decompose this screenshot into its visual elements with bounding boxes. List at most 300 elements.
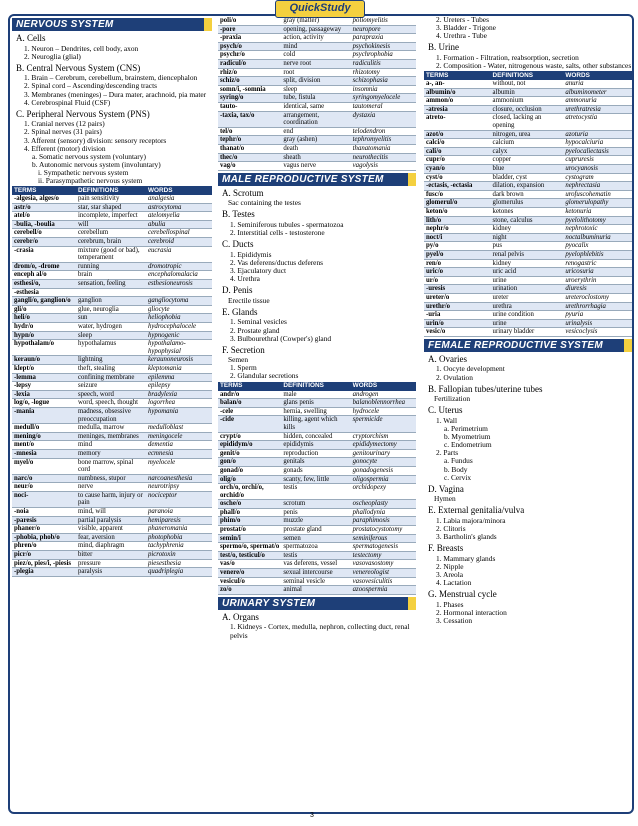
section-title: D. Vagina	[428, 483, 464, 494]
term-cell: thec/o	[218, 153, 281, 162]
definition-cell: uric acid	[491, 268, 564, 277]
definition-cell: lightning	[76, 356, 146, 365]
definition-cell: sensation, feeling	[76, 280, 146, 289]
term-cell: phim/o	[218, 517, 281, 526]
term-cell: test/o, testicul/o	[218, 551, 281, 560]
definition-cell: sheath	[281, 153, 350, 162]
word-cell: photophobia	[146, 533, 212, 542]
definitions-header: DEFINITIONS	[281, 382, 350, 391]
section-note: Semen	[228, 355, 249, 365]
term-row	[12, 305, 212, 314]
definition-cell: sexual intercourse	[281, 569, 350, 578]
term-row	[12, 314, 212, 323]
page-number: 3	[310, 812, 314, 819]
term-cell: genit/o	[218, 449, 281, 458]
list-item: 1. Epididymis	[230, 249, 272, 259]
list-item: 2. Hormonal interaction	[436, 607, 507, 617]
definition-cell: sleep	[76, 331, 146, 340]
term-row	[218, 577, 416, 586]
term-cell: -algesia, alges/o	[12, 195, 76, 203]
word-cell: urocyanosis	[563, 165, 632, 174]
definition-cell: urethra	[491, 302, 564, 311]
word-cell: atretocystia	[563, 114, 632, 130]
definition-cell: albumin	[491, 88, 564, 97]
definitions-header: DEFINITIONS	[76, 186, 146, 195]
list-item: ii. Parasympathetic nervous system	[38, 176, 143, 185]
term-cell: ureter/o	[424, 293, 491, 302]
secretion-list	[218, 364, 416, 380]
term-cell: prostat/o	[218, 526, 281, 535]
term-cell: noct/i	[424, 233, 491, 242]
definition-cell: muzzle	[281, 517, 350, 526]
word-cell: radiculitis	[351, 59, 416, 68]
term-row	[218, 407, 416, 416]
term-row	[12, 525, 212, 534]
definition-cell: seizure	[76, 382, 146, 391]
list-item: 3. Afferent (sensory) division: sensory receptors	[24, 135, 167, 145]
term-row	[218, 34, 416, 43]
term-row	[424, 268, 632, 277]
definition-cell: meninges, membranes	[76, 432, 146, 441]
term-row	[12, 364, 212, 373]
term-cell: poli/o	[218, 17, 281, 25]
term-row	[218, 569, 416, 578]
definition-cell: gonads	[281, 466, 350, 475]
term-row	[218, 534, 416, 543]
column-right	[424, 16, 632, 625]
term-row	[218, 68, 416, 77]
definition-cell: memory	[76, 449, 146, 458]
word-cell: narcoanesthesia	[146, 474, 212, 483]
definition-cell: sun	[76, 314, 146, 323]
term-row	[424, 302, 632, 311]
list-item: b. Autonomic nervous system (involuntary)	[32, 159, 161, 169]
term-cell: gonad/o	[218, 466, 281, 475]
term-row	[424, 250, 632, 259]
word-cell: epilepsy	[146, 382, 212, 391]
term-cell: -mnesia	[12, 449, 76, 458]
term-row	[218, 17, 416, 25]
word-cell: tautomeral	[351, 102, 416, 111]
term-cell: -phobia, phob/o	[12, 533, 76, 542]
term-cell: azot/o	[424, 130, 491, 139]
word-cell: anuria	[563, 80, 632, 88]
term-row	[12, 551, 212, 560]
list-item: 4. Urethra - Tube	[436, 31, 487, 41]
word-cell: heliophobia	[146, 314, 212, 323]
word-cell: atelomyelia	[146, 212, 212, 221]
list-item: 1. Phases	[436, 599, 464, 609]
term-cell: keraun/o	[12, 356, 76, 365]
list-item: 2. Spinal nerves (31 pairs)	[24, 127, 102, 137]
term-cell: cyan/o	[424, 165, 491, 174]
term-cell: tel/o	[218, 127, 281, 136]
definition-cell: tube, fistula	[281, 94, 350, 103]
male-reproductive-header: MALE REPRODUCTIVE SYSTEM	[218, 173, 416, 186]
definition-cell: pain sensitivity	[76, 195, 146, 203]
word-cell: pyocalix	[563, 242, 632, 251]
term-row	[12, 280, 212, 289]
term-row	[12, 229, 212, 238]
term-cell: cerebell/o	[12, 229, 76, 238]
term-cell: urethr/o	[424, 302, 491, 311]
word-cell: testectomy	[351, 551, 416, 560]
term-cell: psychr/o	[218, 51, 281, 60]
term-row	[218, 144, 416, 153]
section-title: G. Menstrual cycle	[428, 589, 497, 600]
term-row	[218, 449, 416, 458]
term-row	[218, 136, 416, 145]
word-cell: hypocalciuria	[563, 139, 632, 148]
word-cell: cupruresis	[563, 156, 632, 165]
section-note: Sac containing the testes	[228, 198, 301, 208]
definition-cell: split, division	[281, 77, 350, 86]
word-cell: gangliocytoma	[146, 297, 212, 306]
nervous-terms-table	[12, 186, 212, 577]
word-cell: balanoblennorrhea	[351, 399, 416, 408]
term-row	[424, 173, 632, 182]
term-cell: -noia	[12, 508, 76, 517]
word-cell: venereologist	[351, 569, 416, 578]
word-cell: gonadogenesis	[351, 466, 416, 475]
male-terms-table	[218, 382, 416, 595]
definition-cell: gray (ashen)	[281, 136, 350, 145]
section-title: B. Testes	[222, 209, 255, 220]
term-row	[12, 220, 212, 229]
word-cell: meningocele	[146, 432, 212, 441]
definition-cell: closure, occlusion	[491, 105, 564, 114]
term-row	[218, 399, 416, 408]
definition-cell: bladder, cyst	[491, 173, 564, 182]
definition-cell: mind	[76, 441, 146, 450]
list-item: 4. Urethra	[230, 274, 260, 284]
definition-cell: cerebrum, brain	[76, 238, 146, 247]
word-cell: hemiparesis	[146, 516, 212, 525]
list-item: 4. Cerebrospinal Fluid (CSF)	[24, 97, 111, 107]
word-cell: dromotropic	[146, 262, 212, 271]
organs-list-cont	[424, 16, 632, 40]
term-row	[12, 356, 212, 365]
section-title: B. Urine	[428, 42, 459, 53]
ducts-list	[218, 251, 416, 283]
definition-cell: gray (matter)	[281, 17, 350, 25]
term-cell: orch/o, orchi/o, orchid/o	[218, 484, 281, 500]
term-cell: thanat/o	[218, 144, 281, 153]
word-cell: urofuscohematin	[563, 190, 632, 199]
term-cell: enceph al/o	[12, 271, 76, 280]
word-cell: azoospermia	[351, 586, 416, 595]
definition-cell: calyx	[491, 147, 564, 156]
word-cell: cryptorchism	[351, 432, 416, 441]
word-cell: dystaxia	[351, 111, 416, 127]
definition-cell: stone, calculus	[491, 216, 564, 225]
term-row	[218, 77, 416, 86]
word-cell: myelocele	[146, 458, 212, 474]
list-item: a. Fundus	[444, 456, 473, 466]
genitalia-list	[424, 517, 632, 541]
definition-cell: medulla, marrow	[76, 424, 146, 433]
word-cell: esthesioneurosis	[146, 280, 212, 289]
term-row	[12, 516, 212, 525]
term-cell: -praxia	[218, 34, 281, 43]
term-row	[218, 432, 416, 441]
term-row	[12, 483, 212, 492]
term-row	[12, 262, 212, 271]
term-row	[218, 162, 416, 171]
term-cell: -uria	[424, 311, 491, 320]
term-row	[218, 51, 416, 60]
definition-cell: testis	[281, 484, 350, 500]
term-cell: venere/o	[218, 569, 281, 578]
word-cell: epididymectomy	[351, 441, 416, 450]
word-cell: epilemma	[146, 373, 212, 382]
definition-cell: calcium	[491, 139, 564, 148]
word-cell: nephrectasia	[563, 182, 632, 191]
word-cell: hypomania	[146, 407, 212, 423]
term-row	[218, 475, 416, 484]
definition-cell: bone marrow, spinal cord	[76, 458, 146, 474]
definition-cell: glue, neuroglia	[76, 305, 146, 314]
term-cell: esthesi/o,	[12, 280, 76, 289]
list-item: 2. Neuroglia (glial)	[24, 51, 81, 61]
word-cell: pyelocaliectasis	[563, 147, 632, 156]
term-cell: vesicul/o	[218, 577, 281, 586]
definition-cell: urination	[491, 285, 564, 294]
definition-cell: to cause harm, injury or pain	[76, 491, 146, 507]
definition-cell: hidden, concealed	[281, 432, 350, 441]
term-cell: hypothalam/o	[12, 340, 76, 356]
definition-cell: vas deferens, vessel	[281, 560, 350, 569]
section-note: Erectile tissue	[228, 295, 270, 305]
term-cell: rhiz/o	[218, 68, 281, 77]
term-cell: -cele	[218, 407, 281, 416]
term-cell: andr/o	[218, 391, 281, 399]
word-cell: cerebroid	[146, 238, 212, 247]
term-cell: -mania	[12, 407, 76, 423]
word-cell: urethratresia	[563, 105, 632, 114]
term-row	[424, 147, 632, 156]
word-cell: spermicide	[351, 416, 416, 432]
term-row	[424, 233, 632, 242]
definition-cell: penis	[281, 508, 350, 517]
term-cell: -lexia	[12, 390, 76, 399]
column-left	[12, 16, 212, 579]
definition-cell: sleep	[281, 85, 350, 94]
term-row	[424, 319, 632, 328]
term-row	[218, 416, 416, 432]
word-cell	[146, 288, 212, 297]
term-row	[218, 484, 416, 500]
definition-cell: mixture (good or bad), temperament	[76, 246, 146, 262]
section-title: F. Breasts	[428, 543, 464, 554]
word-cell: azoturia	[563, 130, 632, 139]
term-cell: neur/o	[12, 483, 76, 492]
word-cell: gonocyte	[351, 458, 416, 467]
word-cell: hydrocephalocele	[146, 323, 212, 332]
term-row	[12, 542, 212, 551]
term-row	[12, 390, 212, 399]
term-cell: hydr/o	[12, 323, 76, 332]
list-item: 1. Labia majora/minora	[436, 515, 506, 525]
word-cell: astrocytoma	[146, 203, 212, 212]
definition-cell: urine condition	[491, 311, 564, 320]
term-row	[424, 199, 632, 208]
list-item: 2. Vas deferens/ductus deferens	[230, 257, 324, 267]
definition-cell: speech, word	[76, 390, 146, 399]
menstrual-list	[424, 601, 632, 625]
glands-list	[218, 318, 416, 342]
term-row	[424, 190, 632, 199]
word-cell: orchidopexy	[351, 484, 416, 500]
list-item: 1. Sperm	[230, 363, 257, 373]
list-item: 1. Seminal vesicles	[230, 317, 287, 327]
urinary-terms-table	[424, 71, 632, 337]
word-cell: abulia	[146, 220, 212, 229]
word-cell: urinalysis	[563, 319, 632, 328]
term-cell: phall/o	[218, 508, 281, 517]
word-cell: oligospermia	[351, 475, 416, 484]
definition-cell: mind, diaphragm	[76, 542, 146, 551]
definition-cell: cerebellum	[76, 229, 146, 238]
term-cell: a-, an-	[424, 80, 491, 88]
term-cell: cupr/o	[424, 156, 491, 165]
definitions-header: DEFINITIONS	[491, 71, 564, 80]
definition-cell: madness, obsessive preoccupation	[76, 407, 146, 423]
term-cell: ren/o	[424, 259, 491, 268]
definition-cell: urine	[491, 276, 564, 285]
term-row	[424, 80, 632, 88]
term-cell: -lemma	[12, 373, 76, 382]
term-cell: -bulia, -boulia	[12, 220, 76, 229]
definition-cell: ureter	[491, 293, 564, 302]
word-cell: insomnia	[351, 85, 416, 94]
term-cell: epididym/o	[218, 441, 281, 450]
definition-cell: partial paralysis	[76, 516, 146, 525]
term-row	[218, 153, 416, 162]
term-row	[218, 526, 416, 535]
list-item: 2. Spinal cord – Ascending/descending tracts	[24, 81, 158, 91]
list-item: 1. Brain – Cerebrum, cerebellum, brainstem, diencephalon	[24, 73, 198, 83]
term-cell: nephr/o	[424, 225, 491, 234]
list-item: 3. Bartholin's glands	[436, 532, 497, 542]
word-cell: ureteroclostomy	[563, 293, 632, 302]
word-cell: noctalbuminuria	[563, 233, 632, 242]
term-row	[424, 293, 632, 302]
word-cell: phaneromania	[146, 525, 212, 534]
list-item: 3. Ejaculatory duct	[230, 265, 287, 275]
word-cell: psychokinesis	[351, 42, 416, 51]
section-title: A. Scrotum	[222, 187, 264, 198]
word-cell: syringomyelocele	[351, 94, 416, 103]
word-cell: telodendron	[351, 127, 416, 136]
term-cell: tauto-	[218, 102, 281, 111]
definition-cell: incomplete, imperfect	[76, 212, 146, 221]
term-cell: -pore	[218, 25, 281, 34]
section-title: E. Glands	[222, 306, 258, 317]
definition-cell: seminal vesicle	[281, 577, 350, 586]
term-row	[12, 212, 212, 221]
definition-cell: dilation, expansion	[491, 182, 564, 191]
term-row	[12, 297, 212, 306]
word-cell: prostatocystotomy	[351, 526, 416, 535]
term-cell: py/o	[424, 242, 491, 251]
term-cell: spermo/o, spermat/o	[218, 543, 281, 552]
word-cell: gliocyte	[146, 305, 212, 314]
word-cell: quadriplegia	[146, 568, 212, 577]
word-cell: neurothecitis	[351, 153, 416, 162]
term-cell: tephr/o	[218, 136, 281, 145]
word-cell: picrotoxin	[146, 551, 212, 560]
female-reproductive-header: FEMALE REPRODUCTIVE SYSTEM	[424, 339, 632, 352]
word-cell: tephromyelitis	[351, 136, 416, 145]
term-row	[218, 500, 416, 509]
list-item: 2. Composition - Water, nitrogenous waste, salts, other substances	[436, 60, 632, 70]
section-title: A. Organs	[222, 611, 259, 622]
term-cell: -crasia	[12, 246, 76, 262]
term-cell: narc/o	[12, 474, 76, 483]
term-cell: syring/o	[218, 94, 281, 103]
list-item: 2. Clitoris	[436, 524, 466, 534]
term-row	[12, 399, 212, 408]
word-cell: medulloblast	[146, 424, 212, 433]
word-cell: poliomyelitis	[351, 17, 416, 25]
word-cell: analgesia	[146, 195, 212, 203]
list-item: 4. Lactation	[436, 578, 472, 588]
term-cell: log/o, -logue	[12, 399, 76, 408]
term-row	[12, 238, 212, 247]
list-item: a. Perimetrium	[444, 424, 488, 434]
definition-cell: testis	[281, 551, 350, 560]
term-cell: calci/o	[424, 139, 491, 148]
word-cell: vagolysis	[351, 162, 416, 171]
word-cell: pyelophlebitis	[563, 250, 632, 259]
term-cell: schiz/o	[218, 77, 281, 86]
section-title: B. Central Nervous System (CNS)	[16, 62, 141, 73]
term-cell: picr/o	[12, 551, 76, 560]
term-row	[218, 508, 416, 517]
term-cell: olig/o	[218, 475, 281, 484]
term-row	[12, 533, 212, 542]
definition-cell: water, hydrogen	[76, 323, 146, 332]
term-row	[12, 441, 212, 450]
term-row	[218, 466, 416, 475]
term-cell: -paresis	[12, 516, 76, 525]
word-cell: thanatomania	[351, 144, 416, 153]
section-title: A. Ovaries	[428, 353, 467, 364]
word-cell: paranoia	[146, 508, 212, 517]
definition-cell: epididymis	[281, 441, 350, 450]
nervous-system-header: NERVOUS SYSTEM	[12, 18, 212, 31]
term-row	[12, 449, 212, 458]
definition-cell: urinary bladder	[491, 328, 564, 337]
term-row	[424, 328, 632, 337]
definition-cell: paralysis	[76, 568, 146, 577]
definition-cell: genitals	[281, 458, 350, 467]
list-item: 2. Nipple	[436, 561, 464, 571]
definition-cell: ganglion	[76, 297, 146, 306]
cns-list	[12, 74, 212, 106]
term-cell: vesic/o	[424, 328, 491, 337]
section-note: Hymen	[434, 494, 456, 504]
term-row	[424, 130, 632, 139]
column-middle	[218, 16, 416, 640]
definition-cell: confining membrane	[76, 373, 146, 382]
definition-cell: running	[76, 262, 146, 271]
term-cell: fusc/o	[424, 190, 491, 199]
section-title: C. Peripheral Nervous System (PNS)	[16, 108, 150, 119]
term-row	[424, 285, 632, 294]
list-item: c. Endometrium	[444, 440, 492, 450]
